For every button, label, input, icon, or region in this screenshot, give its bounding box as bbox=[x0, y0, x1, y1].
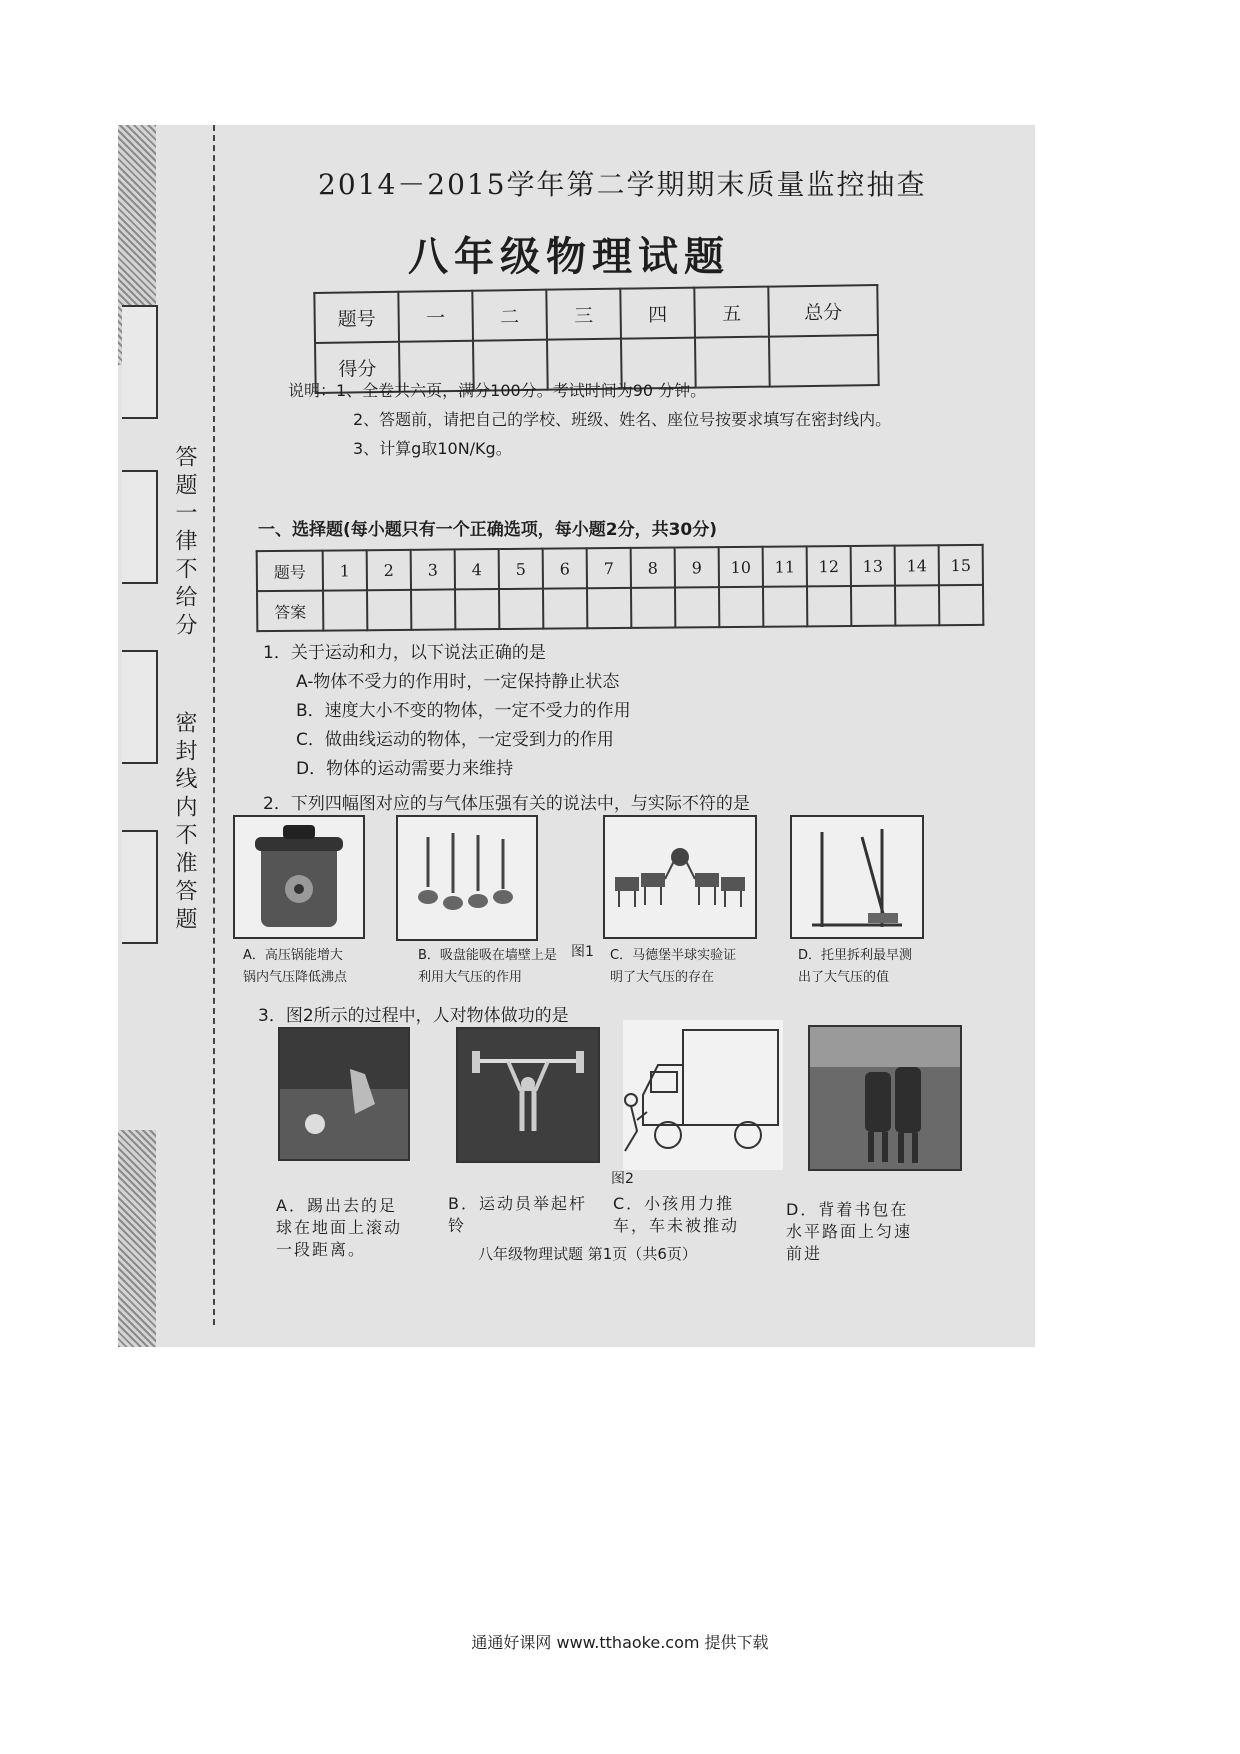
exam-title-line1: 2014－2015学年第二学期期末质量监控抽查 bbox=[318, 168, 927, 201]
seal-warning-part1: 密封线内不准答题 bbox=[172, 711, 197, 935]
score-entry-cell[interactable] bbox=[695, 337, 770, 388]
page-footer: 八年级物理试题 第1页（共6页） bbox=[478, 1245, 697, 1263]
q2-caption-c bbox=[610, 945, 736, 989]
magdeburg-hemispheres-image bbox=[603, 815, 757, 939]
seal-warning-text bbox=[166, 445, 200, 935]
caption-line: C．马德堡半球实验证 bbox=[610, 948, 737, 963]
answer-number-cell: 15 bbox=[939, 545, 983, 585]
seal-dashed-line bbox=[213, 125, 215, 1325]
q3-caption-d bbox=[786, 1199, 912, 1265]
q2-caption-d bbox=[798, 945, 912, 989]
question-1-option-a: A-物体不受力的作用时，一定保持静止状态 bbox=[296, 672, 620, 692]
suction-hooks-image bbox=[396, 815, 538, 941]
score-row-label: 得分 bbox=[315, 342, 400, 393]
exam-photo bbox=[118, 125, 1035, 1347]
child-pushing-truck-image bbox=[623, 1020, 783, 1170]
instruction-1: 说明：1、全卷共六页，满分100分。考试时间为90 分钟。 bbox=[288, 381, 707, 400]
answer-entry-cell[interactable] bbox=[719, 587, 763, 627]
answer-entry-cell[interactable] bbox=[411, 589, 455, 629]
seal-warning-part2: 答题一律不给分 bbox=[172, 445, 197, 641]
caption-line: 铃 bbox=[448, 1216, 467, 1235]
answer-number-cell: 4 bbox=[455, 549, 499, 589]
q3-caption-b bbox=[448, 1193, 587, 1237]
exam-title: 八年级物理试题 bbox=[408, 233, 730, 280]
score-cell: 二 bbox=[472, 290, 547, 341]
caption-line: 车，车未被推动 bbox=[613, 1216, 740, 1235]
caption-line: 前进 bbox=[786, 1244, 823, 1263]
q3-caption-c bbox=[613, 1193, 739, 1237]
question-2-stem: 2．下列四幅图对应的与气体压强有关的说法中，与实际不符的是 bbox=[263, 794, 750, 814]
question-1-option-d: D．物体的运动需要力来维持 bbox=[296, 759, 514, 779]
answer-entry-cell[interactable] bbox=[499, 589, 543, 629]
answer-number-cell: 3 bbox=[411, 549, 455, 589]
answer-entry-cell[interactable] bbox=[895, 585, 939, 625]
score-table-header-row bbox=[314, 285, 878, 343]
answer-number-cell: 2 bbox=[367, 550, 411, 590]
answer-number-cell: 8 bbox=[631, 548, 675, 588]
caption-line: C．小孩用力推 bbox=[613, 1194, 735, 1213]
caption-line: A．踢出去的足 bbox=[276, 1196, 397, 1215]
answer-entry-row bbox=[257, 585, 983, 631]
answer-row-label: 题号 bbox=[257, 551, 323, 592]
figure-2-label: 图2 bbox=[611, 1171, 634, 1187]
score-cell: 一 bbox=[398, 291, 473, 342]
question-1-option-c: C．做曲线运动的物体，一定受到力的作用 bbox=[296, 730, 614, 750]
q2-caption-a bbox=[243, 945, 347, 989]
caption-line: A．高压锅能增大 bbox=[243, 948, 343, 963]
answer-entry-cell[interactable] bbox=[763, 586, 807, 626]
caption-line: 一段距离。 bbox=[276, 1240, 367, 1259]
answer-number-cell: 11 bbox=[763, 546, 807, 586]
answer-number-cell: 9 bbox=[675, 547, 719, 587]
answer-table bbox=[256, 544, 985, 632]
score-entry-cell[interactable] bbox=[769, 335, 879, 387]
seal-box bbox=[122, 650, 158, 764]
answer-entry-cell[interactable] bbox=[631, 588, 675, 628]
caption-line: 球在地面上滚动 bbox=[276, 1218, 403, 1237]
caption-line: D．托里拆利最早测 bbox=[798, 948, 913, 963]
answer-entry-cell[interactable] bbox=[455, 589, 499, 629]
caption-line: 锅内气压降低沸点 bbox=[243, 970, 348, 985]
score-cell: 题号 bbox=[314, 292, 399, 343]
answer-number-cell: 12 bbox=[807, 546, 851, 586]
seal-box bbox=[122, 830, 158, 944]
answer-entry-cell[interactable] bbox=[851, 586, 895, 626]
answer-number-cell: 6 bbox=[543, 548, 587, 588]
seal-box bbox=[122, 305, 158, 419]
answer-number-cell: 5 bbox=[499, 549, 543, 589]
football-rolling-image bbox=[278, 1027, 410, 1161]
answer-number-cell: 1 bbox=[323, 550, 367, 590]
student-backpack-image bbox=[808, 1025, 962, 1171]
question-1-option-b: B．速度大小不变的物体，一定不受力的作用 bbox=[296, 701, 631, 721]
answer-entry-cell[interactable] bbox=[323, 590, 367, 630]
score-cell: 三 bbox=[546, 289, 621, 340]
download-credit: 通通好课网 www.tthaoke.com 提供下载 bbox=[471, 1633, 769, 1652]
q3-caption-a bbox=[276, 1195, 402, 1261]
figure-1-label: 图1 bbox=[571, 944, 594, 960]
answer-entry-cell[interactable] bbox=[367, 590, 411, 630]
answer-number-cell: 10 bbox=[719, 547, 763, 587]
answer-entry-cell[interactable] bbox=[587, 588, 631, 628]
pressure-cooker-image bbox=[233, 815, 365, 939]
caption-line: B．吸盘能吸在墙壁上是 bbox=[418, 948, 557, 963]
hatch-band-bottom bbox=[118, 1130, 156, 1347]
q2-caption-b bbox=[418, 945, 557, 989]
caption-line: 明了大气压的存在 bbox=[610, 970, 715, 985]
torricelli-experiment-image bbox=[790, 815, 924, 939]
score-cell: 四 bbox=[620, 288, 695, 339]
question-3-stem: 3．图2所示的过程中，人对物体做功的是 bbox=[258, 1006, 569, 1026]
caption-line: 出了大气压的值 bbox=[798, 970, 890, 985]
answer-number-cell: 14 bbox=[895, 545, 939, 585]
instruction-2: 2、答题前，请把自己的学校、班级、姓名、座位号按要求填写在密封线内。 bbox=[353, 410, 892, 429]
answer-number-cell: 7 bbox=[587, 548, 631, 588]
weightlifter-image bbox=[456, 1027, 600, 1163]
answer-number-row bbox=[257, 545, 983, 591]
caption-line: D．背着书包在 bbox=[786, 1200, 909, 1219]
caption-line: B．运动员举起杆 bbox=[448, 1194, 587, 1213]
question-1-stem: 1．关于运动和力，以下说法正确的是 bbox=[263, 643, 546, 663]
answer-entry-cell[interactable] bbox=[543, 588, 587, 628]
answer-entry-cell[interactable] bbox=[675, 587, 719, 627]
answer-row-label: 答案 bbox=[257, 591, 323, 632]
seal-box bbox=[122, 470, 158, 584]
answer-number-cell: 13 bbox=[851, 546, 895, 586]
score-cell: 五 bbox=[694, 287, 769, 338]
instruction-3: 3、计算g取10N/Kg。 bbox=[353, 439, 512, 458]
caption-line: 水平路面上匀速 bbox=[786, 1222, 913, 1241]
answer-entry-cell[interactable] bbox=[807, 586, 851, 626]
caption-line: 利用大气压的作用 bbox=[418, 970, 523, 985]
section-heading: 一、选择题(每小题只有一个正确选项，每小题2分，共30分) bbox=[258, 520, 718, 540]
answer-entry-cell[interactable] bbox=[939, 585, 983, 625]
score-cell: 总分 bbox=[768, 285, 878, 337]
